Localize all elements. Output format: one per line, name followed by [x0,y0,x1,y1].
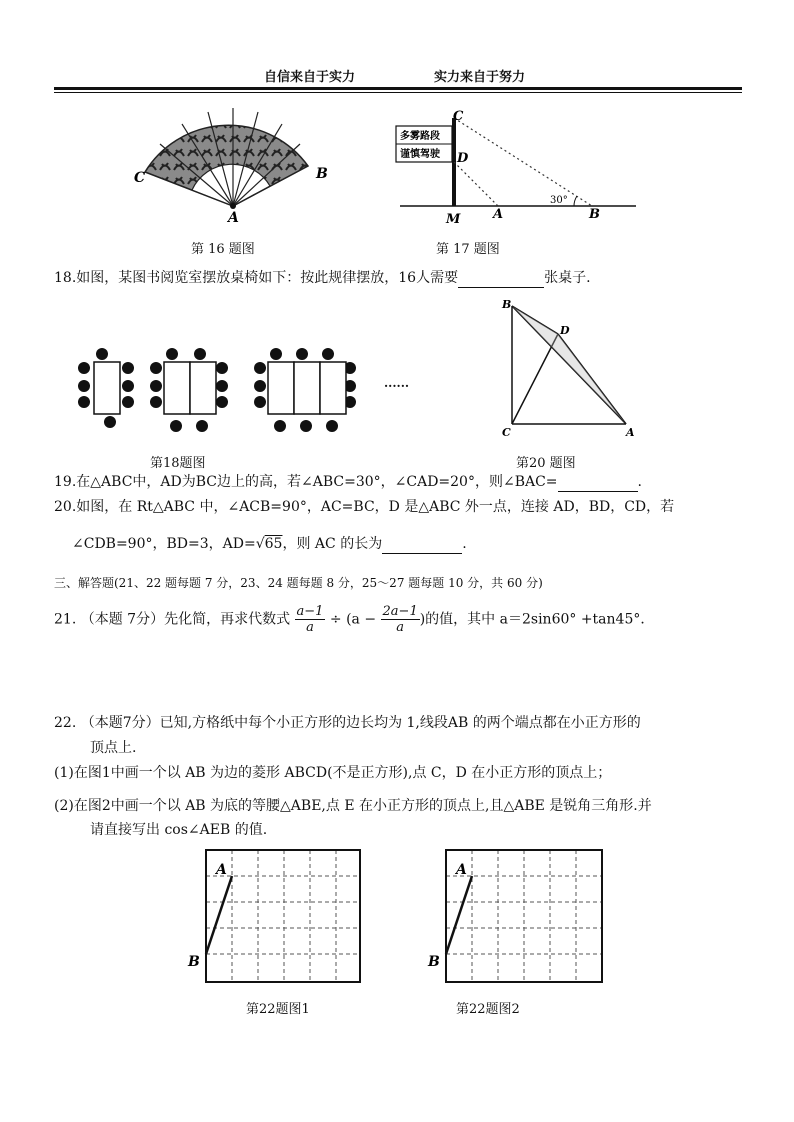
q21-frac2-den: a [396,620,404,635]
sign-line1: 多雾路段 [400,131,440,142]
fig20-label-a: A [626,426,635,439]
q20-tail: . [462,536,467,552]
q20-sqrt-value: 65 [264,536,283,552]
q21-prefix: 21. （本题 7分）先化简，再求代数式 [54,611,291,628]
sign-label-m: M [446,212,461,227]
q20-sqrt: √65 [255,536,283,552]
q21-frac1 [295,604,326,635]
grid-figure-1 [184,844,364,988]
q20-line1: 20.如图，在 Rt△ABC 中，∠ACB=90°，AC=BC，D 是△ABC 外一点，连接 AD，BD，CD，若 [54,499,675,515]
header-rule-thick [54,87,742,90]
q22-part2a: (2)在图2中画一个以 AB 为底的等腰△ABE,点 E 在小正方形的顶点上,且△ABE 是锐角三角形.并 [54,798,652,814]
tables-ellipsis: ...... [384,376,410,390]
q21-op: ÷ (a − [329,611,377,628]
q18-blank [458,273,544,288]
q19-blank [558,477,638,492]
q19-text [54,472,642,492]
grid1-caption: 第22题图1 [246,1002,310,1017]
q18-text [54,268,591,288]
q18-before: 18.如图，某图书阅览室摆放桌椅如下：按此规律摆放，16人需要 [54,270,459,286]
q19-body: 19.在△ABC中，AD为BC边上的高，若∠ABC=30°，∠CAD=20°，则∠BAC= [54,474,558,490]
sign-label-b: B [589,207,600,222]
grid2-caption: 第22题图2 [456,1002,520,1017]
sign-label-a: A [493,207,504,222]
q20-line2 [72,534,467,554]
header-rule-thin [54,92,742,93]
q21-text [54,604,654,635]
q22-line2: 顶点上. [90,740,137,756]
q20-line2-before: ∠CDB=90°，BD=3，AD= [72,536,256,552]
grid-figure-2 [426,844,606,988]
q22-line1: 22. （本题7分）已知,方格纸中每个小正方形的边长均为 1,线段AB 的两个端点都在小正方形的 [54,715,641,731]
tables-figure [72,340,372,440]
q20-line2-after: ，则 AC 的长为 [282,536,383,552]
q19-tail: . [637,474,642,490]
q21-frac2 [381,604,420,635]
fig20-triangle [498,298,638,442]
sign-line2: 谨慎驾驶 [400,149,440,160]
fig20-label-d: D [560,324,570,337]
sign-angle: 30° [550,195,568,206]
q22-part1: (1)在图1中画一个以 AB 为边的菱形 ABCD(不是正方形),点 C，D 在小正方形的顶点上； [54,765,612,781]
fig20-caption: 第20 题图 [516,456,576,471]
sign-label-c: C [453,109,464,124]
q20-blank [382,539,462,554]
fan-label-a: A [228,210,239,224]
grid2-label-a: A [456,862,467,878]
header-left: 自信来自于实力 [264,70,356,85]
q21-suffix: )的值，其中 a＝2sin60° +tan45°． [419,611,655,628]
sign-label-d: D [457,151,469,166]
q18-after: 张桌子. [544,270,591,286]
fan-label-c: C [134,170,146,186]
q21-frac1-num: a−1 [296,604,324,619]
fig20-label-c: C [502,426,511,439]
fig17-caption: 第 17 题图 [436,242,500,257]
q21-frac1-den: a [306,620,314,635]
sign-figure [392,106,642,230]
fan-label-b: B [316,166,328,182]
fig16-caption: 第 16 题图 [191,242,255,257]
fig18-caption: 第18题图 [150,456,206,471]
q21-frac2-num: 2a−1 [382,604,418,619]
section3-title: 三、解答题(21、22 题每题 7 分，23、24 题每题 8 分，25～27 题每题 10 分，共 60 分) [54,576,543,590]
grid2-label-b: B [428,954,440,970]
grid1-label-b: B [188,954,200,970]
header-right: 实力来自于努力 [434,70,526,85]
grid1-label-a: A [216,862,227,878]
fan-figure [130,104,340,224]
fig20-label-b: B [502,298,512,311]
q22-part2b: 请直接写出 cos∠AEB 的值. [90,822,268,838]
